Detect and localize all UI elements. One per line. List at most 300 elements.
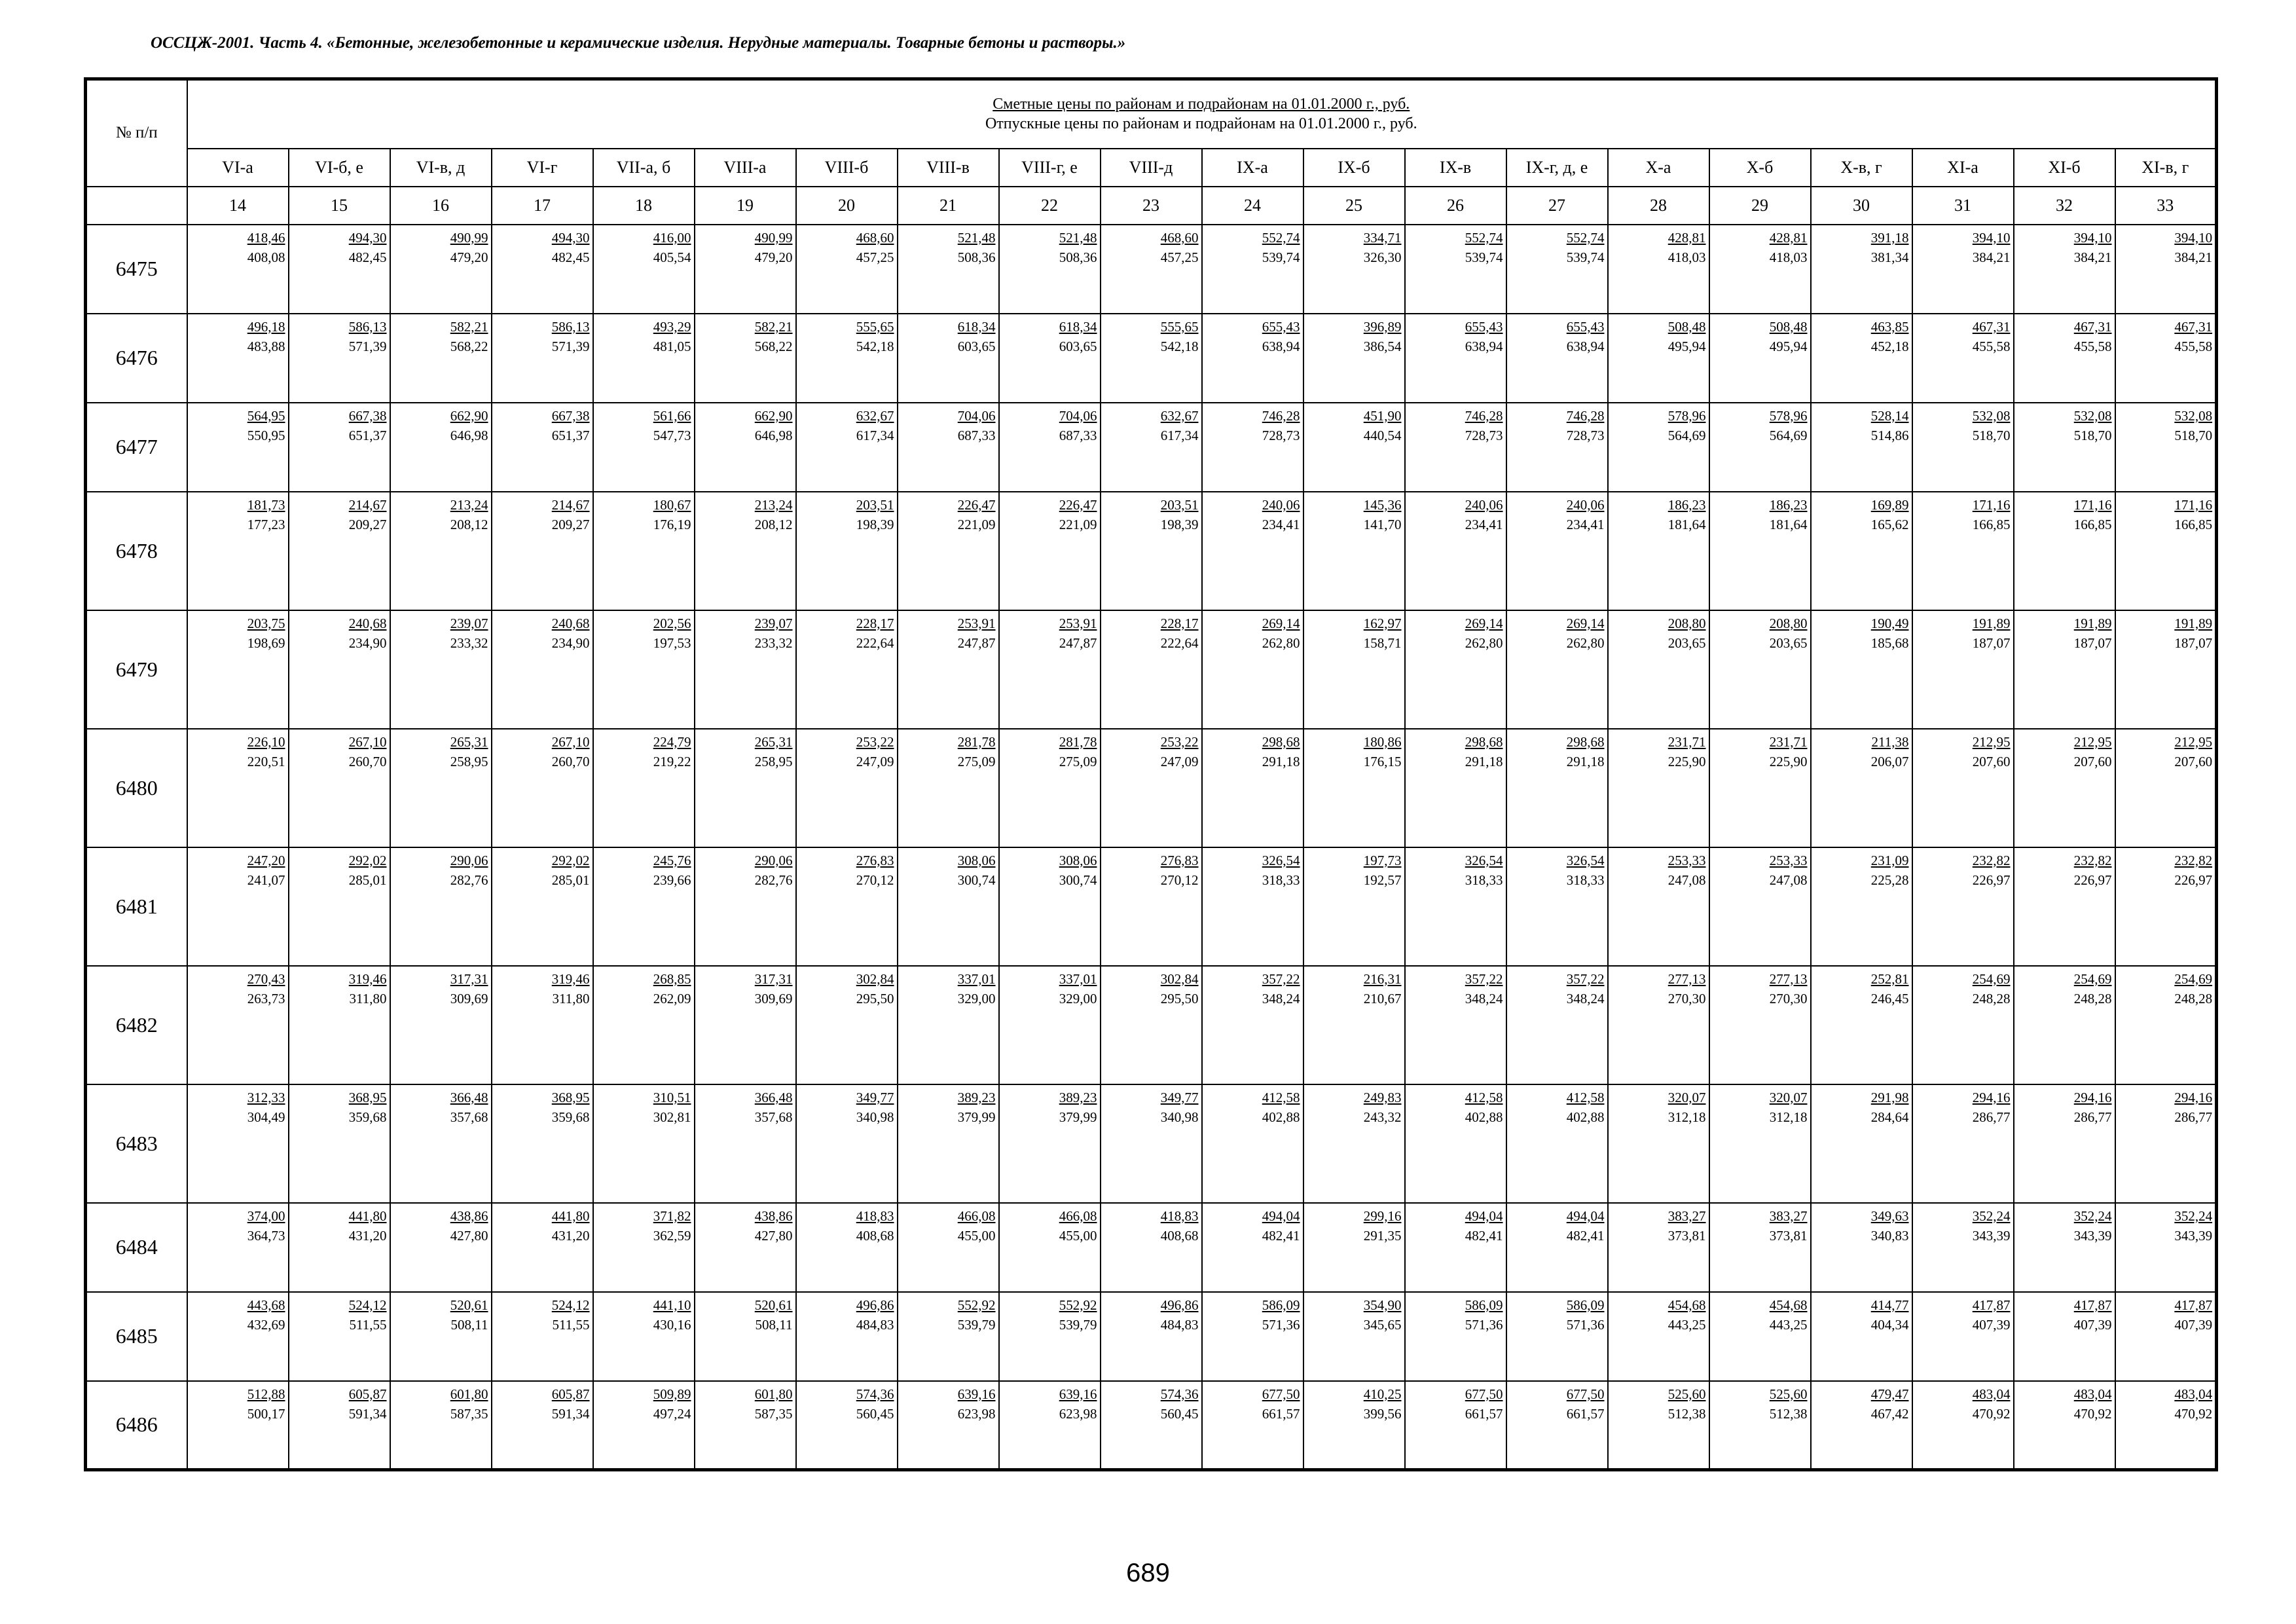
- price-cell: [999, 847, 1101, 966]
- zone-header: VI-а: [187, 149, 289, 187]
- row-number: 6485: [86, 1292, 187, 1381]
- estimated-price: 451,90: [1363, 407, 1402, 424]
- release-price: 455,00: [957, 1227, 996, 1244]
- price-cell: [1101, 1203, 1202, 1292]
- release-price: 291,18: [1465, 753, 1503, 769]
- price-cell: [2115, 966, 2217, 1084]
- price-cell: [999, 1381, 1101, 1470]
- release-price: 431,20: [551, 1227, 590, 1244]
- release-price: 603,65: [1059, 338, 1097, 354]
- column-number: 22: [999, 187, 1101, 225]
- price-cell: [1811, 1084, 1912, 1203]
- release-price: 547,73: [653, 427, 691, 443]
- price-cell: [1202, 966, 1303, 1084]
- release-price: 291,35: [1363, 1227, 1402, 1244]
- zone-header: VIII-а: [695, 149, 796, 187]
- price-cell: [999, 1292, 1101, 1381]
- row-number: 6482: [86, 966, 187, 1084]
- estimated-price: 171,16: [1972, 496, 2011, 513]
- estimated-price: 463,85: [1870, 318, 1909, 335]
- estimated-price: 181,73: [247, 496, 285, 513]
- release-price: 495,94: [1667, 338, 1706, 354]
- price-cell: [1608, 314, 1709, 403]
- price-cell: [1405, 225, 1506, 314]
- estimated-price: 493,29: [653, 318, 691, 335]
- price-cell: [796, 1084, 898, 1203]
- price-cell: [1608, 492, 1709, 610]
- estimated-price: 308,06: [957, 852, 996, 868]
- price-cell: [593, 314, 695, 403]
- release-price: 166,85: [1972, 516, 2011, 532]
- estimated-price: 186,23: [1667, 496, 1706, 513]
- release-price: 221,09: [1059, 516, 1097, 532]
- price-cell: [1608, 1203, 1709, 1292]
- estimated-price: 704,06: [957, 407, 996, 424]
- estimated-price: 582,21: [754, 318, 793, 335]
- price-cell: [1506, 1203, 1608, 1292]
- price-cell: [796, 492, 898, 610]
- release-price: 340,98: [856, 1109, 894, 1125]
- estimated-price: 254,69: [2073, 970, 2112, 987]
- price-cell: [492, 1084, 593, 1203]
- price-cell: [2115, 1203, 2217, 1292]
- release-price: 181,64: [1769, 516, 1808, 532]
- release-price: 348,24: [1566, 990, 1605, 1006]
- estimated-price: 171,16: [2073, 496, 2112, 513]
- estimated-price: 410,25: [1363, 1386, 1402, 1402]
- price-cell: [2014, 1381, 2115, 1470]
- estimated-price: 552,74: [1465, 229, 1503, 246]
- price-cell: [593, 610, 695, 729]
- price-cell: [1608, 610, 1709, 729]
- release-price: 226,97: [1972, 872, 2011, 888]
- price-cell: [2014, 610, 2115, 729]
- estimated-price: 525,60: [1769, 1386, 1808, 1402]
- estimated-price: 483,04: [2174, 1386, 2213, 1402]
- release-price: 260,70: [348, 753, 387, 769]
- release-price: 467,42: [1870, 1405, 1909, 1422]
- release-price: 651,37: [348, 427, 387, 443]
- price-cell: [390, 492, 492, 610]
- estimated-price: 180,86: [1363, 733, 1402, 750]
- column-number: 15: [289, 187, 390, 225]
- price-cell: [187, 314, 289, 403]
- estimated-price: 214,67: [348, 496, 387, 513]
- price-cell: [390, 729, 492, 847]
- zone-header: VIII-д: [1101, 149, 1202, 187]
- estimated-price: 186,23: [1769, 496, 1808, 513]
- release-price: 542,18: [1160, 338, 1199, 354]
- column-number: 19: [695, 187, 796, 225]
- price-cell: [1912, 1292, 2014, 1381]
- release-price: 318,33: [1465, 872, 1503, 888]
- price-cell: [1303, 1292, 1405, 1381]
- estimated-price: 265,31: [754, 733, 793, 750]
- price-cell: [1811, 729, 1912, 847]
- release-price: 617,34: [1160, 427, 1199, 443]
- estimated-price: 171,16: [2174, 496, 2213, 513]
- price-cell: [492, 1292, 593, 1381]
- price-cell: [289, 610, 390, 729]
- price-cell: [1811, 966, 1912, 1084]
- price-cell: [1912, 492, 2014, 610]
- release-price: 455,58: [1972, 338, 2011, 354]
- price-cell: [593, 1292, 695, 1381]
- estimated-price: 552,92: [957, 1297, 996, 1313]
- price-cell: [1405, 1084, 1506, 1203]
- price-cell: [1608, 1381, 1709, 1470]
- estimated-price: 532,08: [1972, 407, 2011, 424]
- price-cell: [1202, 1292, 1303, 1381]
- table-row: [86, 492, 2217, 610]
- release-price: 418,03: [1769, 249, 1808, 265]
- price-cell: [1202, 403, 1303, 492]
- estimated-price: 586,13: [551, 318, 590, 335]
- release-price: 407,39: [2174, 1316, 2213, 1333]
- estimated-price: 561,66: [653, 407, 691, 424]
- price-cell: [2014, 403, 2115, 492]
- estimated-price: 418,83: [1160, 1208, 1199, 1224]
- price-cell: [1303, 847, 1405, 966]
- caption-release-prices: Отпускные цены по районам и подрайонам на 01.01.2000 г., руб.: [985, 115, 1417, 133]
- estimated-price: 391,18: [1870, 229, 1909, 246]
- price-cell: [1303, 1381, 1405, 1470]
- estimated-price: 632,67: [856, 407, 894, 424]
- price-cell: [1912, 1203, 2014, 1292]
- release-price: 404,34: [1870, 1316, 1909, 1333]
- price-cell: [187, 729, 289, 847]
- price-cell: [898, 492, 999, 610]
- estimated-price: 512,88: [247, 1386, 285, 1402]
- estimated-price: 746,28: [1465, 407, 1503, 424]
- estimated-price: 618,34: [1059, 318, 1097, 335]
- price-cell: [1811, 492, 1912, 610]
- release-price: 687,33: [1059, 427, 1097, 443]
- price-cell: [593, 729, 695, 847]
- price-cell: [1101, 492, 1202, 610]
- row-number: 6481: [86, 847, 187, 966]
- price-cell: [289, 403, 390, 492]
- corner-spacer: [86, 187, 187, 225]
- price-cell: [999, 729, 1101, 847]
- estimated-price: 655,43: [1465, 318, 1503, 335]
- release-price: 651,37: [551, 427, 590, 443]
- release-price: 384,21: [2073, 249, 2112, 265]
- release-price: 343,39: [1972, 1227, 2011, 1244]
- price-cell: [1405, 314, 1506, 403]
- release-price: 443,25: [1667, 1316, 1706, 1333]
- release-price: 248,28: [2174, 990, 2213, 1006]
- release-price: 638,94: [1262, 338, 1300, 354]
- price-cell: [1608, 225, 1709, 314]
- price-cell: [1101, 1381, 1202, 1470]
- release-price: 300,74: [957, 872, 996, 888]
- estimated-price: 162,97: [1363, 615, 1402, 631]
- row-number: 6486: [86, 1381, 187, 1470]
- estimated-price: 203,51: [856, 496, 894, 513]
- release-price: 514,86: [1870, 427, 1909, 443]
- estimated-price: 265,31: [450, 733, 488, 750]
- release-price: 542,18: [856, 338, 894, 354]
- row-number: 6475: [86, 225, 187, 314]
- release-price: 309,69: [450, 990, 488, 1006]
- estimated-price: 417,87: [1972, 1297, 2011, 1313]
- release-price: 359,68: [551, 1109, 590, 1125]
- release-price: 357,68: [450, 1109, 488, 1125]
- release-price: 405,54: [653, 249, 691, 265]
- estimated-price: 655,43: [1566, 318, 1605, 335]
- estimated-price: 605,87: [348, 1386, 387, 1402]
- estimated-price: 441,10: [653, 1297, 691, 1313]
- table-row: [86, 847, 2217, 966]
- price-cell: [492, 729, 593, 847]
- price-cell: [898, 1203, 999, 1292]
- release-price: 483,88: [247, 338, 285, 354]
- price-cell: [1101, 729, 1202, 847]
- estimated-price: 468,60: [856, 229, 894, 246]
- release-price: 348,24: [1465, 990, 1503, 1006]
- release-price: 482,45: [348, 249, 387, 265]
- estimated-price: 494,30: [348, 229, 387, 246]
- price-cell: [593, 966, 695, 1084]
- release-price: 728,73: [1566, 427, 1605, 443]
- release-price: 455,58: [2073, 338, 2112, 354]
- estimated-price: 704,06: [1059, 407, 1097, 424]
- price-cell: [898, 966, 999, 1084]
- price-cell: [1101, 314, 1202, 403]
- price-cell: [1303, 1203, 1405, 1292]
- release-price: 470,92: [2174, 1405, 2213, 1422]
- price-cell: [1202, 314, 1303, 403]
- price-cell: [1912, 729, 2014, 847]
- estimated-price: 508,48: [1769, 318, 1808, 335]
- release-price: 603,65: [957, 338, 996, 354]
- release-price: 258,95: [450, 753, 488, 769]
- release-price: 221,09: [957, 516, 996, 532]
- estimated-price: 326,54: [1566, 852, 1605, 868]
- estimated-price: 354,90: [1363, 1297, 1402, 1313]
- price-cell: [1709, 403, 1811, 492]
- estimated-price: 746,28: [1566, 407, 1605, 424]
- estimated-price: 412,58: [1262, 1089, 1300, 1105]
- estimated-price: 639,16: [957, 1386, 996, 1402]
- price-cell: [1202, 1203, 1303, 1292]
- release-price: 408,68: [1160, 1227, 1199, 1244]
- row-number-header: № п/п: [86, 79, 187, 187]
- price-cell: [289, 1292, 390, 1381]
- release-price: 247,08: [1769, 872, 1808, 888]
- estimated-price: 483,04: [1972, 1386, 2011, 1402]
- release-price: 518,70: [1972, 427, 2011, 443]
- price-cell: [695, 492, 796, 610]
- price-cell: [1608, 729, 1709, 847]
- estimated-price: 317,31: [754, 970, 793, 987]
- estimated-price: 586,13: [348, 318, 387, 335]
- estimated-price: 389,23: [957, 1089, 996, 1105]
- price-cell: [695, 847, 796, 966]
- price-cell: [999, 314, 1101, 403]
- price-cell: [1709, 314, 1811, 403]
- price-cell: [390, 610, 492, 729]
- release-price: 508,11: [755, 1316, 793, 1333]
- column-number: 17: [492, 187, 593, 225]
- release-price: 187,07: [2174, 635, 2213, 651]
- price-cell: [1506, 847, 1608, 966]
- estimated-price: 281,78: [957, 733, 996, 750]
- release-price: 295,50: [1160, 990, 1199, 1006]
- release-price: 222,64: [1160, 635, 1199, 651]
- price-cell: [492, 847, 593, 966]
- release-price: 591,34: [348, 1405, 387, 1422]
- price-cell: [2115, 1381, 2217, 1470]
- release-price: 560,45: [1160, 1405, 1199, 1422]
- estimated-price: 578,96: [1667, 407, 1706, 424]
- estimated-price: 240,68: [551, 615, 590, 631]
- price-cell: [187, 966, 289, 1084]
- price-cell: [898, 729, 999, 847]
- release-price: 431,20: [348, 1227, 387, 1244]
- release-price: 728,73: [1465, 427, 1503, 443]
- estimated-price: 632,67: [1160, 407, 1199, 424]
- estimated-price: 239,07: [754, 615, 793, 631]
- release-price: 443,25: [1769, 1316, 1808, 1333]
- release-price: 539,79: [957, 1316, 996, 1333]
- price-cell: [1405, 966, 1506, 1084]
- release-price: 226,97: [2073, 872, 2112, 888]
- price-cell: [1405, 1203, 1506, 1292]
- release-price: 329,00: [957, 990, 996, 1006]
- column-number: 25: [1303, 187, 1405, 225]
- page-number: 689: [1126, 1559, 1170, 1587]
- price-cell: [1709, 492, 1811, 610]
- row-number: 6477: [86, 403, 187, 492]
- price-cell: [2115, 403, 2217, 492]
- estimated-price: 667,38: [348, 407, 387, 424]
- price-cell: [1405, 403, 1506, 492]
- estimated-price: 494,04: [1262, 1208, 1300, 1224]
- release-price: 399,56: [1363, 1405, 1402, 1422]
- estimated-price: 418,83: [856, 1208, 894, 1224]
- estimated-price: 299,16: [1363, 1208, 1402, 1224]
- price-cell: [898, 1381, 999, 1470]
- zone-header: IX-а: [1202, 149, 1303, 187]
- table-row: [86, 729, 2217, 847]
- estimated-price: 532,08: [2174, 407, 2213, 424]
- release-price: 564,69: [1769, 427, 1808, 443]
- estimated-price: 253,33: [1667, 852, 1706, 868]
- price-cell: [695, 1292, 796, 1381]
- price-cell: [1303, 225, 1405, 314]
- release-price: 248,28: [1972, 990, 2011, 1006]
- estimated-price: 268,85: [653, 970, 691, 987]
- estimated-price: 240,06: [1262, 496, 1300, 513]
- price-cell: [1709, 1292, 1811, 1381]
- release-price: 345,65: [1363, 1316, 1402, 1333]
- estimated-price: 662,90: [450, 407, 488, 424]
- estimated-price: 349,77: [1160, 1089, 1199, 1105]
- estimated-price: 586,09: [1566, 1297, 1605, 1313]
- price-cell: [289, 1084, 390, 1203]
- release-price: 408,68: [856, 1227, 894, 1244]
- estimated-price: 247,20: [247, 852, 285, 868]
- price-cell: [2115, 492, 2217, 610]
- estimated-price: 249,83: [1363, 1089, 1402, 1105]
- price-cell: [1303, 966, 1405, 1084]
- column-number: 21: [898, 187, 999, 225]
- estimated-price: 213,24: [450, 496, 488, 513]
- price-cell: [289, 966, 390, 1084]
- column-number: 29: [1709, 187, 1811, 225]
- release-price: 484,83: [856, 1316, 894, 1333]
- price-cell: [1811, 1203, 1912, 1292]
- estimated-price: 213,24: [754, 496, 793, 513]
- release-price: 661,57: [1566, 1405, 1605, 1422]
- estimated-price: 245,76: [653, 852, 691, 868]
- price-cell: [390, 403, 492, 492]
- price-cell: [593, 225, 695, 314]
- estimated-price: 520,61: [754, 1297, 793, 1313]
- release-price: 209,27: [348, 516, 387, 532]
- release-price: 185,68: [1870, 635, 1909, 651]
- price-cell: [999, 1084, 1101, 1203]
- estimated-price: 466,08: [1059, 1208, 1097, 1224]
- estimated-price: 349,77: [856, 1089, 894, 1105]
- estimated-price: 494,04: [1566, 1208, 1605, 1224]
- price-cell: [593, 1381, 695, 1470]
- price-cell: [2115, 314, 2217, 403]
- estimated-price: 618,34: [957, 318, 996, 335]
- price-cell: [796, 1381, 898, 1470]
- release-price: 568,22: [450, 338, 488, 354]
- release-price: 440,54: [1363, 427, 1402, 443]
- column-number: 27: [1506, 187, 1608, 225]
- release-price: 518,70: [2073, 427, 2112, 443]
- estimated-price: 240,68: [348, 615, 387, 631]
- estimated-price: 326,54: [1262, 852, 1300, 868]
- estimated-price: 394,10: [2174, 229, 2213, 246]
- price-cell: [1709, 1381, 1811, 1470]
- estimated-price: 383,27: [1667, 1208, 1706, 1224]
- column-number-row: [86, 187, 2217, 225]
- price-cell: [187, 1203, 289, 1292]
- estimated-price: 253,91: [1059, 615, 1097, 631]
- price-cell: [1202, 610, 1303, 729]
- estimated-price: 466,08: [957, 1208, 996, 1224]
- estimated-price: 454,68: [1769, 1297, 1808, 1313]
- release-price: 234,41: [1262, 516, 1300, 532]
- release-price: 234,90: [551, 635, 590, 651]
- estimated-price: 269,14: [1465, 615, 1503, 631]
- release-price: 210,67: [1363, 990, 1402, 1006]
- estimated-price: 524,12: [348, 1297, 387, 1313]
- estimated-price: 302,84: [1160, 970, 1199, 987]
- release-price: 408,08: [247, 249, 285, 265]
- estimated-price: 294,16: [1972, 1089, 2011, 1105]
- estimated-price: 197,73: [1363, 852, 1402, 868]
- column-number: 26: [1405, 187, 1506, 225]
- column-number: 20: [796, 187, 898, 225]
- price-cell: [492, 314, 593, 403]
- price-cell: [1506, 492, 1608, 610]
- release-price: 270,30: [1667, 990, 1706, 1006]
- estimated-price: 292,02: [348, 852, 387, 868]
- estimated-price: 655,43: [1262, 318, 1300, 335]
- release-price: 247,09: [856, 753, 894, 769]
- price-cell: [2014, 847, 2115, 966]
- release-price: 452,18: [1870, 338, 1909, 354]
- price-cell: [1912, 314, 2014, 403]
- estimated-price: 357,22: [1262, 970, 1300, 987]
